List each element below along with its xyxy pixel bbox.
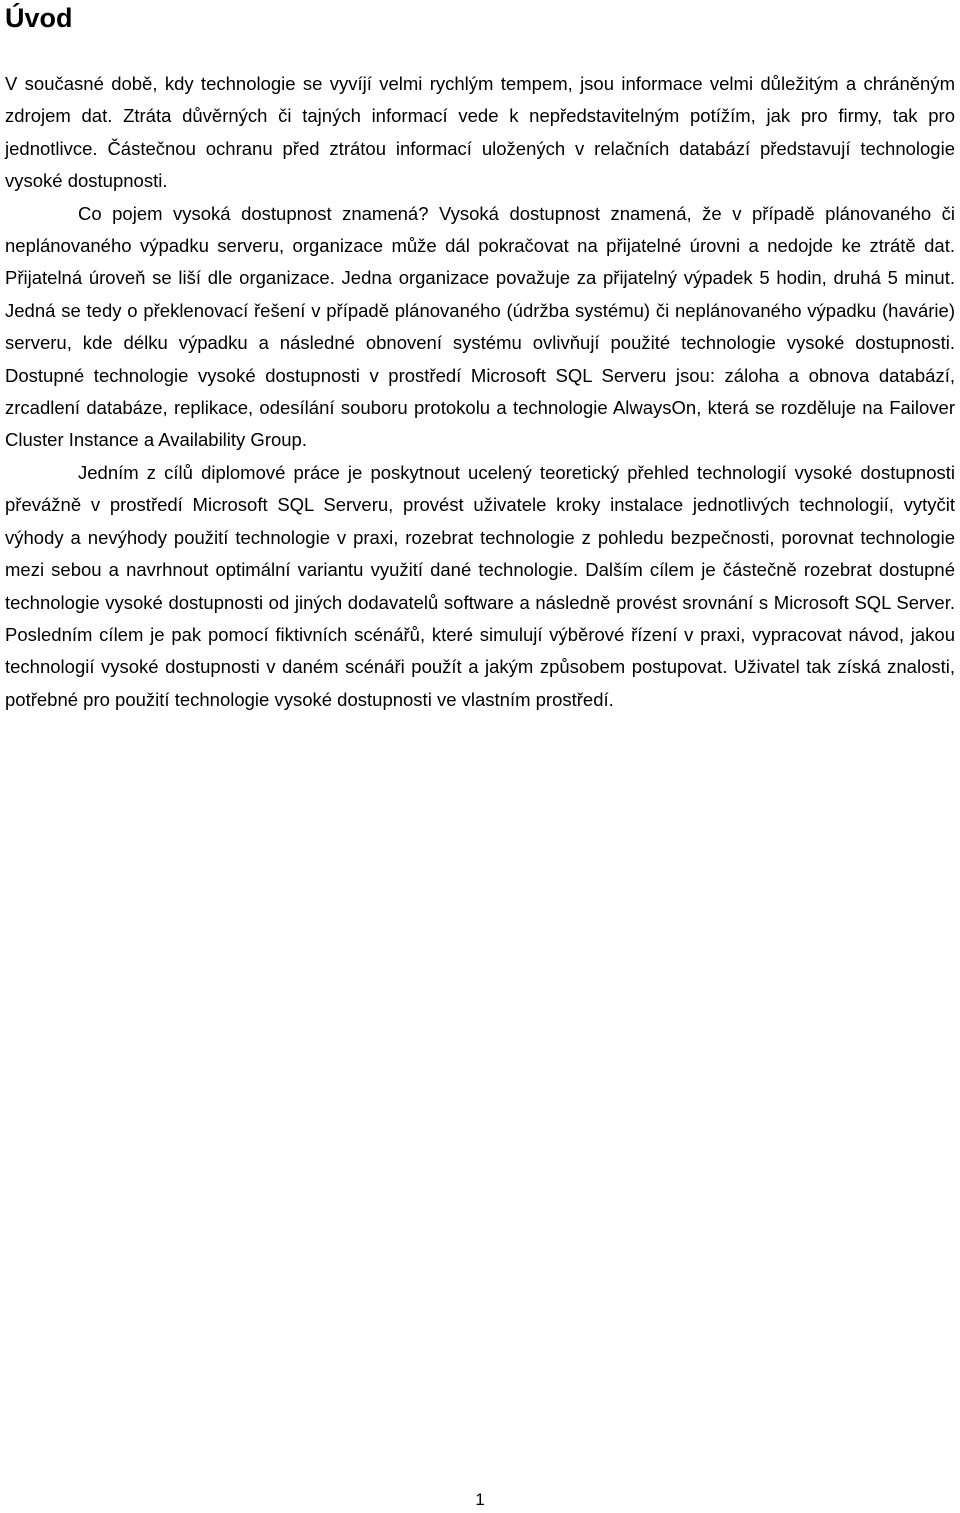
page-number: 1: [475, 1490, 485, 1509]
page-title: Úvod: [5, 3, 73, 33]
document-body: [5, 68, 955, 716]
paragraph-high-availability: Co pojem vysoká dostupnost znamená? Vysoká dostupnost znamená, že v případě plánovaného či neplánovaného výpadku serveru, organizace může dál pokračovat na přijatelné úrovni a nedojde ke ztrátě dat. Přijatelná úroveň se liší dle organizace. Jedna organizace považuje za přijatelný výpadek 5 hodin, druhá 5 minut. Jedná se tedy o překlenovací řešení v případě plánovaného (údržba systému) či neplánovaného výpadku (havárie) serveru, kde délku výpadku a následné obnovení systému ovlivňují použité technologie vysoké dostupnosti. Dostupné technologie vysoké dostupnosti v prostředí Microsoft SQL Serveru jsou: záloha a obnova databází, zrcadlení databáze, replikace, odesílání souboru protokolu a technologie AlwaysOn, která se rozděluje na Failover Cluster Instance a Availability Group.: [5, 202, 955, 451]
paragraph-goals: Jedním z cílů diplomové práce je poskytnout ucelený teoretický přehled technologií vysoké dostupnosti převážně v prostředí Microsoft SQL Serveru, provést uživatele kroky instalace jednotlivých technologií, vytyčit výhody a nevýhody použití technologie v praxi, rozebrat technologie z pohledu bezpečnosti, porovnat technologie mezi sebou a navrhnout optimální variantu využití dané technologie. Dalším cílem je částečně rozebrat dostupné technologie vysoké dostupnosti od jiných dodavatelů software a následně provést srovnání s Microsoft SQL Server. Posledním cílem je pak pomocí fiktivních scénářů, které simulují výběrové řízení v praxi, vypracovat návod, jakou technologií vysoké dostupnosti v daném scénáři použít a jakým způsobem postupovat. Uživatel tak získá znalosti, potřebné pro použití technologie vysoké dostupnosti ve vlastním prostředí.: [5, 461, 955, 710]
paragraph-intro: V současné době, kdy technologie se vyvíjí velmi rychlým tempem, jsou informace velmi důležitým a chráněným zdrojem dat. Ztráta důvěrných či tajných informací vede k nepředstavitelným potížím, jak pro firmy, tak pro jednotlivce. Částečnou ochranu před ztrátou informací uložených v relačních databází představují technologie vysoké dostupnosti.: [5, 73, 955, 192]
